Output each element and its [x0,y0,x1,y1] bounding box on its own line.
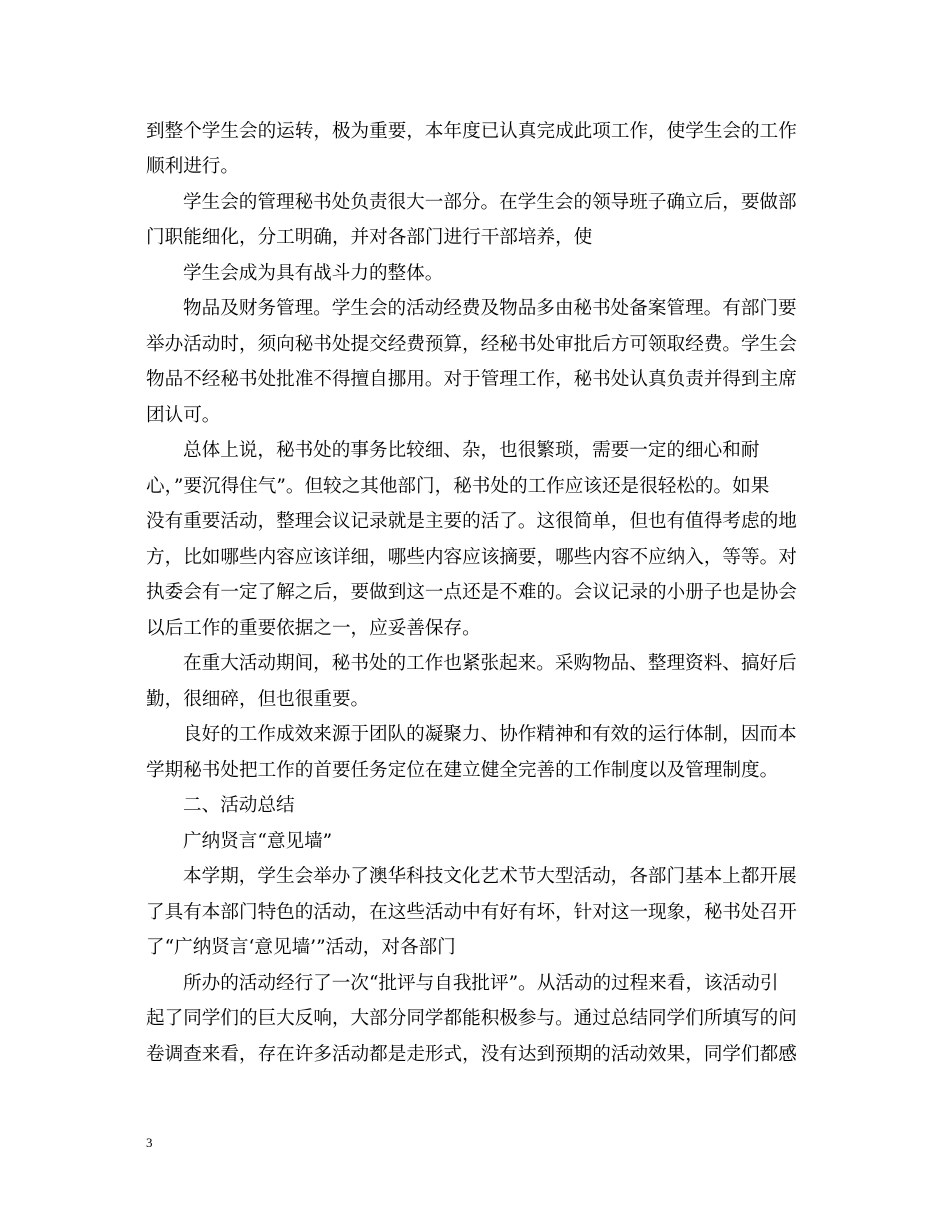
text-line: 本学期，学生会举办了澳华科技文化艺术节大型活动，各部门基本上都开展 [183,866,797,887]
text-line: 到整个学生会的运转，极为重要，本年度已认真完成此项工作，使学生会的工作 [146,121,797,142]
text-line: 顺利进行。 [146,156,239,177]
text-line: 学生会成为具有战斗力的整体。 [183,263,444,284]
text-line: 所办的活动经行了一次“批评与自我批评”。从活动的过程来看，该活动引 [183,973,779,994]
text-line: 方，比如哪些内容应该详细，哪些内容应该摘要，哪些内容不应纳入，等等。对 [146,547,797,568]
text-line: 门职能细化，分工明确，并对各部门进行干部培养，使 [146,227,593,248]
text-line: 举办活动时，须向秘书处提交经费预算，经秘书处审批后方可领取经费。学生会 [146,334,797,355]
page-number: 3 [146,1135,153,1150]
text-line: 起了同学们的巨大反响，大部分同学都能积极参与。通过总结同学们所填写的问 [146,1008,797,1029]
text-line: 心，”要沉得住气”。但较之其他部门，秘书处的工作应该还是很轻松的。如果 [146,476,770,497]
text-line: 勤，很细碎，但也很重要。 [146,689,370,710]
text-line: 总体上说，秘书处的事务比较细、杂，也很繁琐，需要一定的细心和耐 [183,440,760,461]
text-line: 了“广纳贤言‘意见墙’”活动，对各部门 [146,937,456,958]
text-line: 学期秘书处把工作的首要任务定位在建立健全完善的工作制度以及管理制度。 [146,760,779,781]
text-line: 物品不经秘书处批准不得擅自挪用。对于管理工作，秘书处认真负责并得到主席 [146,369,797,390]
text-line: 了具有本部门特色的活动，在这些活动中有好有坏，针对这一现象，秘书处召开 [146,902,797,923]
text-line: 团认可。 [146,405,221,426]
text-line: 没有重要活动，整理会议记录就是主要的活了。这很简单，但也有值得考虑的地 [146,511,797,532]
text-line: 以后工作的重要依据之一，应妥善保存。 [146,618,481,639]
text-line: 在重大活动期间，秘书处的工作也紧张起来。采购物品、整理资料、搞好后 [183,653,797,674]
subsection-heading: 广纳贤言“意见墙” [183,831,333,852]
text-line: 良好的工作成效来源于团队的凝聚力、协作精神和有效的运行体制，因而本 [183,724,797,745]
text-line: 执委会有一定了解之后，要做到这一点还是不难的。会议记录的小册子也是协会 [146,582,797,603]
section-heading: 二、活动总结 [183,795,295,816]
text-line: 学生会的管理秘书处负责很大一部分。在学生会的领导班子确立后，要做部 [183,192,797,213]
text-line: 物品及财务管理。学生会的活动经费及物品多由秘书处备案管理。有部门要 [183,298,797,319]
text-line: 卷调查来看，存在许多活动都是走形式，没有达到预期的活动效果，同学们都感 [146,1044,797,1065]
